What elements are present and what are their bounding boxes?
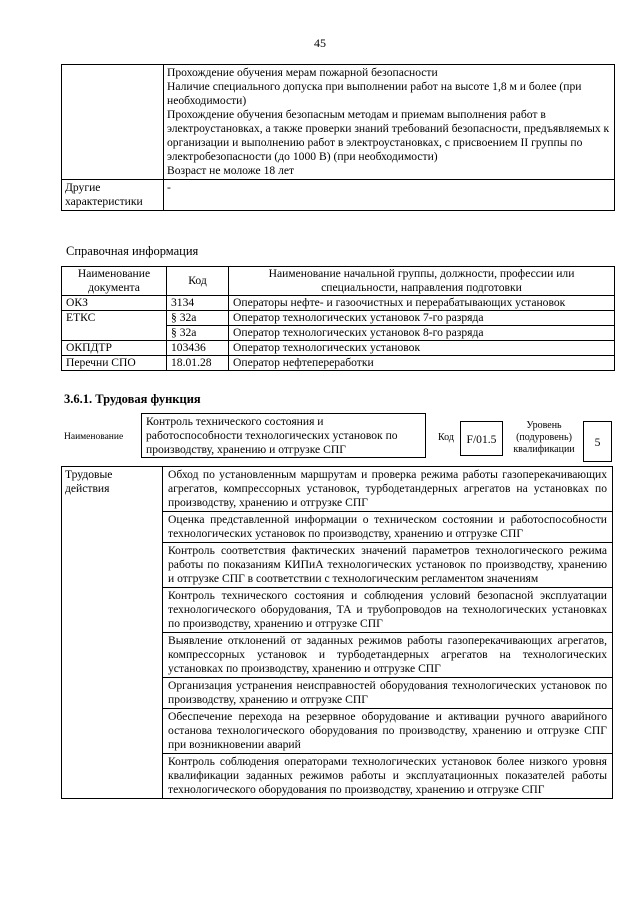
ref-code: § 32а xyxy=(167,311,229,326)
function-code-value: F/01.5 xyxy=(460,421,503,456)
requirement-item: Прохождение обучения мерам пожарной безопасности xyxy=(167,66,438,79)
ref-doc: ЕТКС xyxy=(62,311,167,341)
table-row xyxy=(62,341,615,356)
labor-action-item: Обеспечение перехода на резервное оборудование и активации ручного аварийного останова технологического оборудования по производству, хранению и отгрузке СПГ при возникновении аварий xyxy=(163,709,613,754)
table-row xyxy=(62,311,615,326)
requirement-item: Прохождение обучения безопасным методам и приемам выполнения работ в электроустановках, а также проверки знаний требований безопасности, предъявляемых к организации и выполнению работ в электроустановках, с присвоением II группы по электробезопасности (до 1000 В) (при необходимости) xyxy=(167,108,610,163)
labor-action-item: Контроль соответствия фактических значений параметров технологического режима работы по показаниям КИПиА технологических установок по производству, хранению и отгрузке СПГ в соответствии с технологическим регламентом значениям xyxy=(163,543,613,588)
other-characteristics-value: - xyxy=(164,180,615,211)
requirement-item: Наличие специального допуска при выполнении работ на высоте 1,8 м и более (при необходимости) xyxy=(167,80,582,107)
requirements-cell xyxy=(164,65,615,180)
ref-name: Оператор технологических установок xyxy=(229,341,615,356)
reference-title: Справочная информация xyxy=(66,244,199,258)
empty-label-cell xyxy=(62,65,164,180)
requirement-item: Возраст не моложе 18 лет xyxy=(167,164,295,177)
ref-doc: ОКЗ xyxy=(62,296,167,311)
ref-name: Оператор технологических установок 7-го разряда xyxy=(229,311,615,326)
labor-action-item: Организация устранения неисправностей оборудования технологических установок по производству, хранению и отгрузке СПГ xyxy=(163,678,613,709)
labor-action-item: Выявление отклонений от заданных режимов работы газоперекачивающих агрегатов, компрессорных установок и турбодетандерных агрегатов на технологических установках по производству, хранению и отгрузке СПГ xyxy=(163,633,613,678)
header-doc: Наименование документа xyxy=(62,267,167,296)
labor-action-item: Контроль технического состояния и соблюдения условий безопасной эксплуатации технологического оборудования, ТА и трубопроводов на технологических установках по производству, хранению и отгрузке СПГ xyxy=(163,588,613,633)
labor-actions-table xyxy=(61,466,613,799)
ref-name: Оператор технологических установок 8-го разряда xyxy=(229,326,615,341)
other-characteristics-label: Другие характеристики xyxy=(62,180,164,211)
page-number: 45 xyxy=(314,36,326,50)
qualification-level-label: Уровень (подуровень) квалификации xyxy=(513,420,575,455)
labor-action-item: Контроль соблюдения операторами технологических установок более низкого уровня квалификации заданных режимов работы и эксплуатационных показателей работы технологического оборудования по производству, хранению и отгрузке СПГ xyxy=(163,754,613,799)
labor-action-item: Обход по установленным маршрутам и проверка режима работы газоперекачивающих агрегатов, компрессорных установок, турбодетандерных агрегатов на установках по производству, хранению и отгрузке СПГ xyxy=(163,467,613,512)
ref-name: Оператор нефтепереработки xyxy=(229,356,615,371)
function-code-label: Код xyxy=(438,432,454,443)
labor-action-item: Оценка представленной информации о техническом состоянии и работоспособности технологических установок по производству, хранению и отгрузке СПГ xyxy=(163,512,613,543)
ref-name: Операторы нефте- и газоочистных и перерабатывающих установок xyxy=(229,296,615,311)
function-name-value: Контроль технического состояния и работоспособности технологических установок по производству, хранению и отгрузке СПГ xyxy=(141,413,426,458)
labor-actions-label: Трудовые действия xyxy=(62,467,163,799)
ref-code: 18.01.28 xyxy=(167,356,229,371)
function-name-label: Наименование xyxy=(64,432,124,442)
qualification-level-value: 5 xyxy=(583,421,612,462)
ref-code: 103436 xyxy=(167,341,229,356)
ref-code: § 32а xyxy=(167,326,229,341)
reference-table xyxy=(61,266,615,371)
ref-code: 3134 xyxy=(167,296,229,311)
section-heading: 3.6.1. Трудовая функция xyxy=(64,392,201,406)
table-row xyxy=(62,467,613,512)
ref-doc: ОКПДТР xyxy=(62,341,167,356)
table-row xyxy=(62,356,615,371)
ref-doc: Перечни СПО xyxy=(62,356,167,371)
header-code: Код xyxy=(167,267,229,296)
requirements-table xyxy=(61,64,615,211)
table-row xyxy=(62,296,615,311)
header-name: Наименование начальной группы, должности, профессии или специальности, направления подготовки xyxy=(229,267,615,296)
reference-header-row xyxy=(62,267,615,296)
